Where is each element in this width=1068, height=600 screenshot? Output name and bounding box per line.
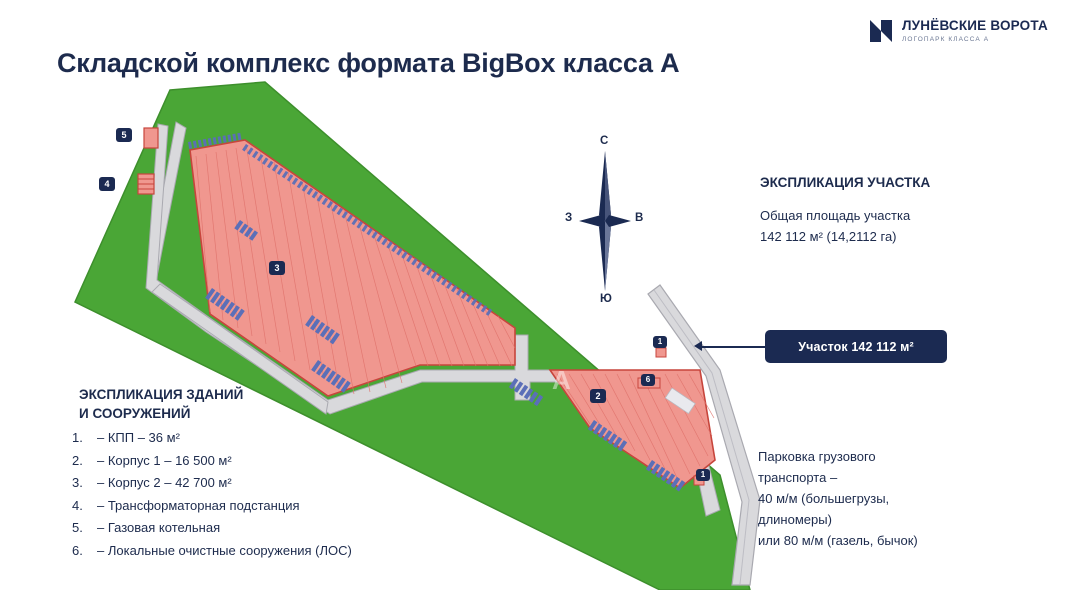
callout-leader-line <box>700 346 766 348</box>
site-area-value: 142 112 м² (14,2112 га) <box>760 229 897 244</box>
legend-number: 4. <box>72 497 83 513</box>
badge-los[interactable]: 6 <box>641 374 655 386</box>
parking-line-3: 40 м/м (большегрузы, <box>758 491 890 506</box>
brand-tagline: ЛОГОПАРК КЛАССА А <box>902 36 990 43</box>
compass-label-south: Ю <box>600 293 612 305</box>
legend-label: – Корпус 1 – 16 500 м² <box>97 452 232 468</box>
legend-label: – Корпус 2 – 42 700 м² <box>97 475 232 490</box>
legend-number: 6. <box>72 542 83 558</box>
parking-line-2: транспорта – <box>758 470 838 485</box>
page-title: Складской комплекс формата BigBox класса А <box>57 48 680 78</box>
compass-label-west: З <box>565 212 573 224</box>
badge-transformer[interactable]: 4 <box>99 177 115 191</box>
site-explication-body <box>760 205 990 247</box>
list-item <box>72 427 492 450</box>
list-item <box>72 450 492 473</box>
badge-kpp-south[interactable]: 1 <box>696 469 710 481</box>
compass-label-east: В <box>635 212 644 224</box>
badge-kpp-north[interactable]: 1 <box>653 336 667 348</box>
site-area-callout[interactable]: Участок 142 112 м² <box>765 330 947 363</box>
parking-line-5: или 80 м/м (газель, бычок) <box>758 533 918 548</box>
brand-name: ЛУНЁВСКИЕ ВОРОТА <box>902 18 1048 33</box>
arrow-logo-icon <box>868 18 896 44</box>
badge-korpus-1[interactable]: 2 <box>590 389 606 403</box>
legend-number: 3. <box>72 475 83 490</box>
legend-label: – Газовая котельная <box>97 520 221 535</box>
map-watermark: А <box>552 365 571 395</box>
legend-label: – Локальные очистные сооружения (ЛОС) <box>97 542 352 558</box>
facility-gas-boiler <box>144 128 158 148</box>
badge-korpus-2[interactable]: 3 <box>269 261 285 275</box>
buildings-explication-heading-line1: ЭКСПЛИКАЦИЯ ЗДАНИЙ <box>79 387 244 402</box>
list-item <box>72 540 492 563</box>
list-item <box>72 517 492 540</box>
parking-line-4: длиномеры) <box>758 512 832 527</box>
parking-line-1: Парковка грузового <box>758 449 876 464</box>
legend-number: 1. <box>72 430 83 445</box>
compass-label-north: С <box>600 135 609 147</box>
list-item <box>72 495 492 518</box>
compass-rose <box>565 135 645 310</box>
site-area-label: Общая площадь участка <box>760 208 911 223</box>
legend-number: 5. <box>72 520 83 535</box>
site-explication-heading: ЭКСПЛИКАЦИЯ УЧАСТКА <box>760 175 931 190</box>
buildings-legend-list <box>72 427 492 562</box>
badge-gas-boiler[interactable]: 5 <box>116 128 132 142</box>
legend-number: 2. <box>72 452 83 468</box>
legend-label: – КПП – 36 м² <box>97 430 180 445</box>
compass-needle-icon <box>579 151 631 291</box>
facility-kpp-1 <box>656 348 666 357</box>
parking-info <box>758 446 988 551</box>
buildings-explication-heading <box>79 385 243 423</box>
legend-label: – Трансформаторная подстанция <box>97 497 300 513</box>
buildings-explication-heading-line2: И СООРУЖЕНИЙ <box>79 406 191 421</box>
list-item <box>72 472 492 495</box>
brand-logo[interactable] <box>868 16 1048 56</box>
